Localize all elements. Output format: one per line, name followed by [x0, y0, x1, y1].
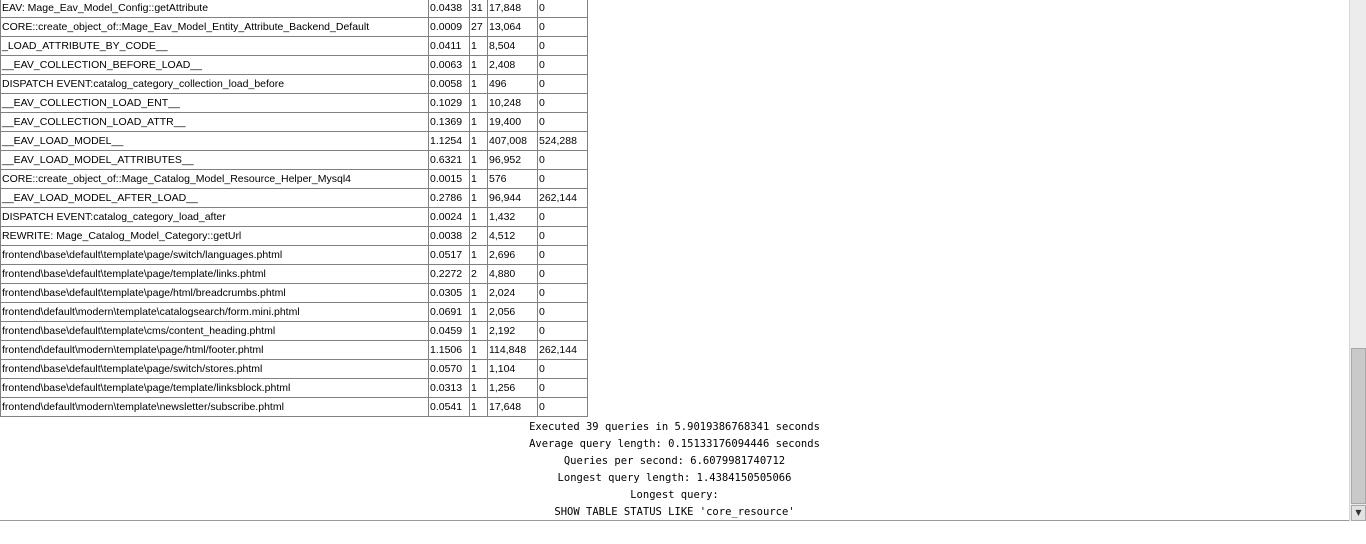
timer-name-cell: __EAV_COLLECTION_LOAD_ENT__	[1, 94, 429, 113]
profiler-row	[1, 341, 588, 360]
timer-emalloc-cell: 1,104	[488, 360, 538, 379]
profiler-table-body	[1, 0, 588, 417]
timer-count-cell: 1	[470, 322, 488, 341]
timer-emalloc-cell: 4,512	[488, 227, 538, 246]
timer-count-cell: 1	[470, 113, 488, 132]
timer-time-cell: 0.0058	[429, 75, 470, 94]
profiler-row	[1, 322, 588, 341]
timer-real-memory-cell: 0	[538, 227, 588, 246]
timer-time-cell: 0.0570	[429, 360, 470, 379]
timer-emalloc-cell: 2,408	[488, 56, 538, 75]
timer-time-cell: 0.2272	[429, 265, 470, 284]
timer-emalloc-cell: 8,504	[488, 37, 538, 56]
timer-real-memory-cell: 0	[538, 284, 588, 303]
timer-time-cell: 0.0305	[429, 284, 470, 303]
timer-count-cell: 2	[470, 227, 488, 246]
profiler-row	[1, 227, 588, 246]
profiler-table	[0, 0, 588, 417]
timer-real-memory-cell: 0	[538, 303, 588, 322]
timer-count-cell: 1	[470, 284, 488, 303]
timer-name-cell: frontend\default\modern\template\newsletter/subscribe.phtml	[1, 398, 429, 417]
profiler-row	[1, 18, 588, 37]
timer-name-cell: CORE::create_object_of::Mage_Catalog_Model_Resource_Helper_Mysql4	[1, 170, 429, 189]
timer-real-memory-cell: 0	[538, 265, 588, 284]
profiler-row	[1, 246, 588, 265]
timer-real-memory-cell: 524,288	[538, 132, 588, 151]
profiler-row	[1, 398, 588, 417]
timer-real-memory-cell: 0	[538, 322, 588, 341]
timer-real-memory-cell: 0	[538, 398, 588, 417]
timer-name-cell: DISPATCH EVENT:catalog_category_load_after	[1, 208, 429, 227]
timer-name-cell: __EAV_COLLECTION_BEFORE_LOAD__	[1, 56, 429, 75]
timer-emalloc-cell: 576	[488, 170, 538, 189]
timer-time-cell: 0.0459	[429, 322, 470, 341]
timer-name-cell: REWRITE: Mage_Catalog_Model_Category::getUrl	[1, 227, 429, 246]
timer-time-cell: 0.0024	[429, 208, 470, 227]
timer-name-cell: frontend\base\default\template\page/html/breadcrumbs.phtml	[1, 284, 429, 303]
timer-name-cell: frontend\base\default\template\page/switch/stores.phtml	[1, 360, 429, 379]
timer-time-cell: 0.0541	[429, 398, 470, 417]
timer-count-cell: 2	[470, 265, 488, 284]
timer-count-cell: 1	[470, 189, 488, 208]
timer-real-memory-cell: 0	[538, 360, 588, 379]
page-bottom-divider	[0, 520, 1349, 521]
timer-time-cell: 0.0313	[429, 379, 470, 398]
timer-emalloc-cell: 2,024	[488, 284, 538, 303]
timer-emalloc-cell: 114,848	[488, 341, 538, 360]
timer-real-memory-cell: 0	[538, 56, 588, 75]
profiler-row	[1, 170, 588, 189]
timer-name-cell: __EAV_LOAD_MODEL_AFTER_LOAD__	[1, 189, 429, 208]
timer-count-cell: 1	[470, 75, 488, 94]
timer-name-cell: frontend\default\modern\template\page/html/footer.phtml	[1, 341, 429, 360]
timer-count-cell: 1	[470, 379, 488, 398]
timer-count-cell: 1	[470, 360, 488, 379]
timer-real-memory-cell: 0	[538, 151, 588, 170]
timer-real-memory-cell: 0	[538, 37, 588, 56]
profiler-row	[1, 360, 588, 379]
timer-real-memory-cell: 0	[538, 0, 588, 18]
scrollbar-thumb[interactable]	[1351, 348, 1366, 504]
timer-real-memory-cell: 0	[538, 18, 588, 37]
timer-real-memory-cell: 0	[538, 75, 588, 94]
timer-real-memory-cell: 262,144	[538, 341, 588, 360]
timer-time-cell: 0.2786	[429, 189, 470, 208]
timer-real-memory-cell: 0	[538, 379, 588, 398]
timer-name-cell: __EAV_LOAD_MODEL__	[1, 132, 429, 151]
timer-count-cell: 31	[470, 0, 488, 18]
timer-name-cell: _LOAD_ATTRIBUTE_BY_CODE__	[1, 37, 429, 56]
timer-count-cell: 1	[470, 170, 488, 189]
profiler-row	[1, 284, 588, 303]
longest-query-label: Longest query:	[630, 489, 719, 501]
timer-name-cell: __EAV_LOAD_MODEL_ATTRIBUTES__	[1, 151, 429, 170]
profiler-row	[1, 189, 588, 208]
timer-name-cell: DISPATCH EVENT:catalog_category_collection_load_before	[1, 75, 429, 94]
timer-emalloc-cell: 1,256	[488, 379, 538, 398]
timer-time-cell: 1.1254	[429, 132, 470, 151]
triangle-down-icon: ▼	[1355, 508, 1362, 517]
timer-count-cell: 1	[470, 341, 488, 360]
profiler-row	[1, 265, 588, 284]
query-summary	[0, 419, 1349, 520]
timer-time-cell: 0.0038	[429, 227, 470, 246]
timer-real-memory-cell: 0	[538, 246, 588, 265]
profiler-row	[1, 208, 588, 227]
timer-emalloc-cell: 96,944	[488, 189, 538, 208]
profiler-row	[1, 0, 588, 18]
executed-queries-text: Executed 39 queries in 5.9019386768341 seconds	[529, 421, 820, 433]
timer-emalloc-cell: 407,008	[488, 132, 538, 151]
profiler-row	[1, 75, 588, 94]
timer-name-cell: CORE::create_object_of::Mage_Eav_Model_Entity_Attribute_Backend_Default	[1, 18, 429, 37]
timer-count-cell: 1	[470, 398, 488, 417]
timer-time-cell: 0.0691	[429, 303, 470, 322]
timer-name-cell: frontend\default\modern\template\catalogsearch/form.mini.phtml	[1, 303, 429, 322]
profiler-row	[1, 151, 588, 170]
vertical-scrollbar[interactable]	[1349, 0, 1366, 521]
timer-count-cell: 1	[470, 246, 488, 265]
timer-time-cell: 0.0063	[429, 56, 470, 75]
timer-time-cell: 0.0009	[429, 18, 470, 37]
profiler-row	[1, 94, 588, 113]
timer-emalloc-cell: 2,696	[488, 246, 538, 265]
profiler-row	[1, 113, 588, 132]
profiler-row	[1, 379, 588, 398]
timer-emalloc-cell: 2,056	[488, 303, 538, 322]
longest-query-text: SHOW TABLE STATUS LIKE 'core_resource'	[554, 506, 795, 518]
timer-count-cell: 1	[470, 151, 488, 170]
timer-time-cell: 0.0517	[429, 246, 470, 265]
timer-real-memory-cell: 0	[538, 113, 588, 132]
timer-emalloc-cell: 17,848	[488, 0, 538, 18]
timer-emalloc-cell: 19,400	[488, 113, 538, 132]
timer-count-cell: 1	[470, 132, 488, 151]
timer-count-cell: 1	[470, 208, 488, 227]
timer-emalloc-cell: 13,064	[488, 18, 538, 37]
timer-real-memory-cell: 0	[538, 208, 588, 227]
timer-name-cell: frontend\base\default\template\page/template/linksblock.phtml	[1, 379, 429, 398]
profiler-row	[1, 37, 588, 56]
timer-time-cell: 0.6321	[429, 151, 470, 170]
profiler-row	[1, 56, 588, 75]
timer-time-cell: 0.0411	[429, 37, 470, 56]
timer-count-cell: 1	[470, 94, 488, 113]
timer-time-cell: 0.1029	[429, 94, 470, 113]
timer-time-cell: 0.1369	[429, 113, 470, 132]
scroll-down-button[interactable]	[1351, 505, 1366, 521]
profiler-row	[1, 303, 588, 322]
average-query-length-text: Average query length: 0.15133176094446 seconds	[529, 438, 820, 450]
timer-name-cell: frontend\base\default\template\page/template/links.phtml	[1, 265, 429, 284]
timer-count-cell: 1	[470, 56, 488, 75]
timer-emalloc-cell: 1,432	[488, 208, 538, 227]
timer-emalloc-cell: 10,248	[488, 94, 538, 113]
timer-name-cell: EAV: Mage_Eav_Model_Config::getAttribute	[1, 0, 429, 18]
timer-time-cell: 1.1506	[429, 341, 470, 360]
queries-per-second-text: Queries per second: 6.6079981740712	[563, 455, 786, 467]
timer-count-cell: 1	[470, 303, 488, 322]
profiler-row	[1, 132, 588, 151]
timer-real-memory-cell: 262,144	[538, 189, 588, 208]
timer-emalloc-cell: 2,192	[488, 322, 538, 341]
timer-emalloc-cell: 4,880	[488, 265, 538, 284]
timer-real-memory-cell: 0	[538, 170, 588, 189]
timer-emalloc-cell: 496	[488, 75, 538, 94]
timer-real-memory-cell: 0	[538, 94, 588, 113]
timer-time-cell: 0.0438	[429, 0, 470, 18]
timer-name-cell: frontend\base\default\template\page/switch/languages.phtml	[1, 246, 429, 265]
timer-emalloc-cell: 17,648	[488, 398, 538, 417]
longest-query-length-text: Longest query length: 1.4384150505066	[557, 472, 792, 484]
timer-count-cell: 27	[470, 18, 488, 37]
timer-name-cell: frontend\base\default\template\cms/content_heading.phtml	[1, 322, 429, 341]
timer-name-cell: __EAV_COLLECTION_LOAD_ATTR__	[1, 113, 429, 132]
timer-count-cell: 1	[470, 37, 488, 56]
timer-time-cell: 0.0015	[429, 170, 470, 189]
timer-emalloc-cell: 96,952	[488, 151, 538, 170]
